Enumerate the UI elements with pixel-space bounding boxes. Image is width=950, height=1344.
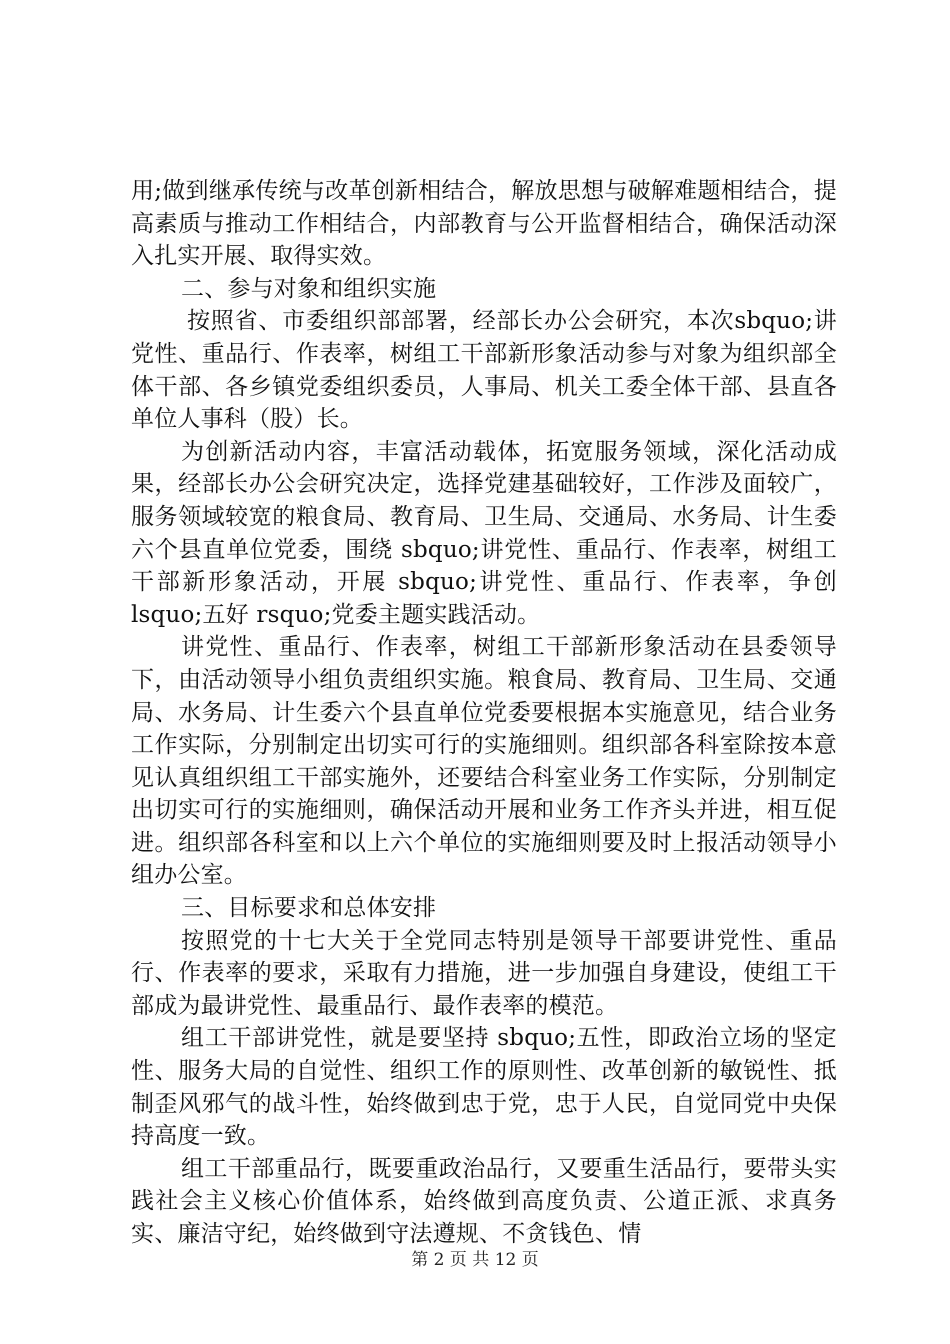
document-body	[131, 175, 837, 1251]
section-heading-2: 二、参与对象和组织实施	[181, 275, 437, 302]
paragraph-organization: 讲党性、重品行、作表率，树组工干部新形象活动在县委领导下，由活动领导小组负责组织实施。粮食局、教育局、卫生局、交通局、水务局、计生委六个县直单位党委要根据本实施意见，结合业务工作实际，分别制定出切实可行的实施细则。组织部各科室除按本意见认真组织组工干部实施外，还要结合科室业务工作实际，分别制定出切实可行的实施细则，确保活动开展和业务工作齐头并进，相互促进。组织部各科室和以上六个单位的实施细则要及时上报活动领导小组办公室。	[131, 634, 837, 889]
paragraph-innovation: 为创新活动内容，丰富活动载体，拓宽服务领域，深化活动成果，经部长办公会研究决定，选择党建基础较好，工作涉及面较广，服务领域较宽的粮食局、教育局、卫生局、交通局、水务局、计生委六个县直单位党委，围绕 sbquo;讲党性、重品行、作表率，树组工干部新形象活动，开展 sbquo;讲党性、重品行、作表率，争创 lsquo;五好 rsquo;党委主题实践活动。	[131, 438, 837, 628]
section-heading-3: 三、目标要求和总体安排	[181, 895, 437, 922]
paragraph-conduct: 组工干部重品行，既要重政治品行，又要重生活品行，要带头实践社会主义核心价值体系，始终做到高度负责、公道正派、求真务实、廉洁守纪，始终做到守法遵规、不贪钱色、情	[131, 1155, 837, 1247]
paragraph-goal: 按照党的十七大关于全党同志特别是领导干部要讲党性、重品行、作表率的要求，采取有力措施，进一步加强自身建设，使组工干部成为最讲党性、最重品行、最作表率的模范。	[131, 927, 837, 1019]
paragraph-party-spirit: 组工干部讲党性，就是要坚持 sbquo;五性，即政治立场的坚定性、服务大局的自觉性、组织工作的原则性、改革创新的敏锐性、抵制歪风邪气的战斗性，始终做到忠于党，忠于人民，自觉同党中央保持高度一致。	[131, 1025, 837, 1150]
paragraph-participants: 按照省、市委组织部部署，经部长办公会研究，本次sbquo;讲党性、重品行、作表率，树组工干部新形象活动参与对象为组织部全体干部、各乡镇党委组织委员，人事局、机关工委全体干部、县直各单位人事科（股）长。	[131, 308, 837, 433]
paragraph-continuation: 用;做到继承传统与改革创新相结合，解放思想与破解难题相结合，提高素质与推动工作相结合，内部教育与公开监督相结合，确保活动深入扎实开展、取得实效。	[131, 178, 837, 270]
page-number-footer: 第 2 页 共 12 页	[411, 1250, 539, 1270]
